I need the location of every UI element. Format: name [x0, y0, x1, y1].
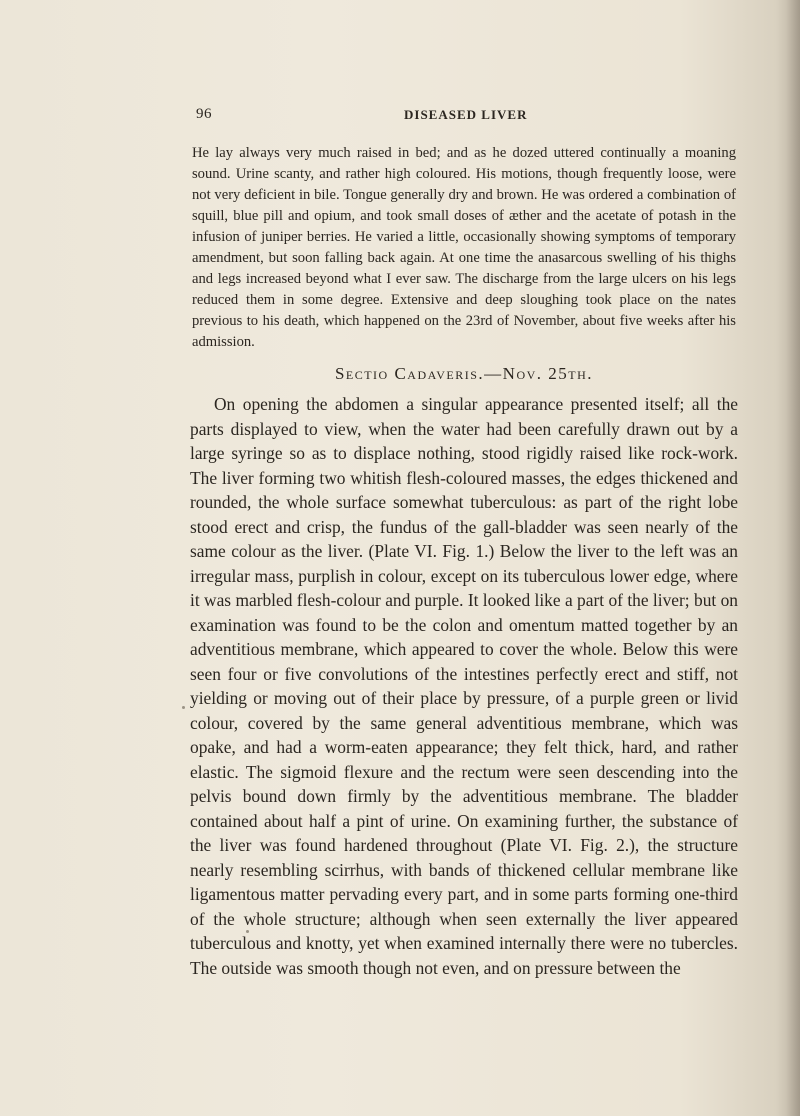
- page-edge-shadow: [786, 0, 800, 1116]
- paper-speck: [182, 706, 185, 709]
- running-head: DISEASED LIVER: [404, 107, 528, 122]
- case-history-text: [192, 143, 736, 353]
- page-number: 96: [196, 106, 212, 122]
- case-paragraph: He lay always very much raised in bed; and as he dozed uttered continually a moaning sound. Urine scanty, and rather high coloured. His motions, though frequently loose, were not very deficient in bile. Tongue generally dry and brown. He was ordered a combination of squill, blue pill and opium, and took small doses of æther and the acetate of potash in the infusion of juniper berries. He varied a little, occasionally showing symptoms of temporary amendment, but soon falling back again. At one time the anasarcous swelling of his thighs and legs increased beyond what I ever saw. The discharge from the large ulcers on his legs reduced them in some degree. Extensive and deep sloughing took place on the nates previous to his death, which happened on the 23rd of November, about five weeks after his admission.: [192, 145, 736, 350]
- autopsy-paragraph: On opening the abdomen a singular appearance presented itself; all the parts displayed to view, when the water had been carefully drawn out by a large syringe so as to displace nothing, stood rigidly raised like rock-work. The liver forming two whitish flesh-coloured masses, the edges thickened and rounded, the whole surface somewhat tuberculous: as part of the right lobe stood erect and crisp, the fundus of the gall-bladder was seen nearly of the same colour as the liver. (Plate VI. Fig. 1.) Below the liver to the left was an irregular mass, purplish in colour, except on its tuberculous lower edge, where it was marbled flesh-colour and purple. It looked like a part of the liver; but on examination was found to be the colon and omentum matted together by an adventitious membrane, which appeared to cover the whole. Below this were seen four or five convolutions of the intestines perfectly erect and stiff, not yielding or moving out of their place by pressure, of a purple green or livid colour, covered by the same general adventitious membrane, which was opake, and had a worm-eaten appearance; they felt thick, hard, and rather elastic. The sigmoid flexure and the rectum were seen descending into the pelvis bound down firmly by the adventitious membrane. The bladder contained about half a pint of urine. On examining further, the substance of the liver was found hardened throughout (Plate VI. Fig. 2.), the structure nearly resembling scirrhus, with bands of thickened cellular membrane like ligamentous matter pervading every part, and in some parts forming one-third of the whole structure; although when seen externally the liver appeared tuberculous and knotty, yet when examined internally there were no tubercles. The outside was smooth though not even, and on pressure between the: [190, 394, 738, 978]
- page-header: [196, 106, 726, 130]
- autopsy-text: [190, 392, 738, 980]
- section-heading: Sectio Cadaveris.—Nov. 25th.: [334, 364, 594, 383]
- paper-speck: [246, 930, 249, 933]
